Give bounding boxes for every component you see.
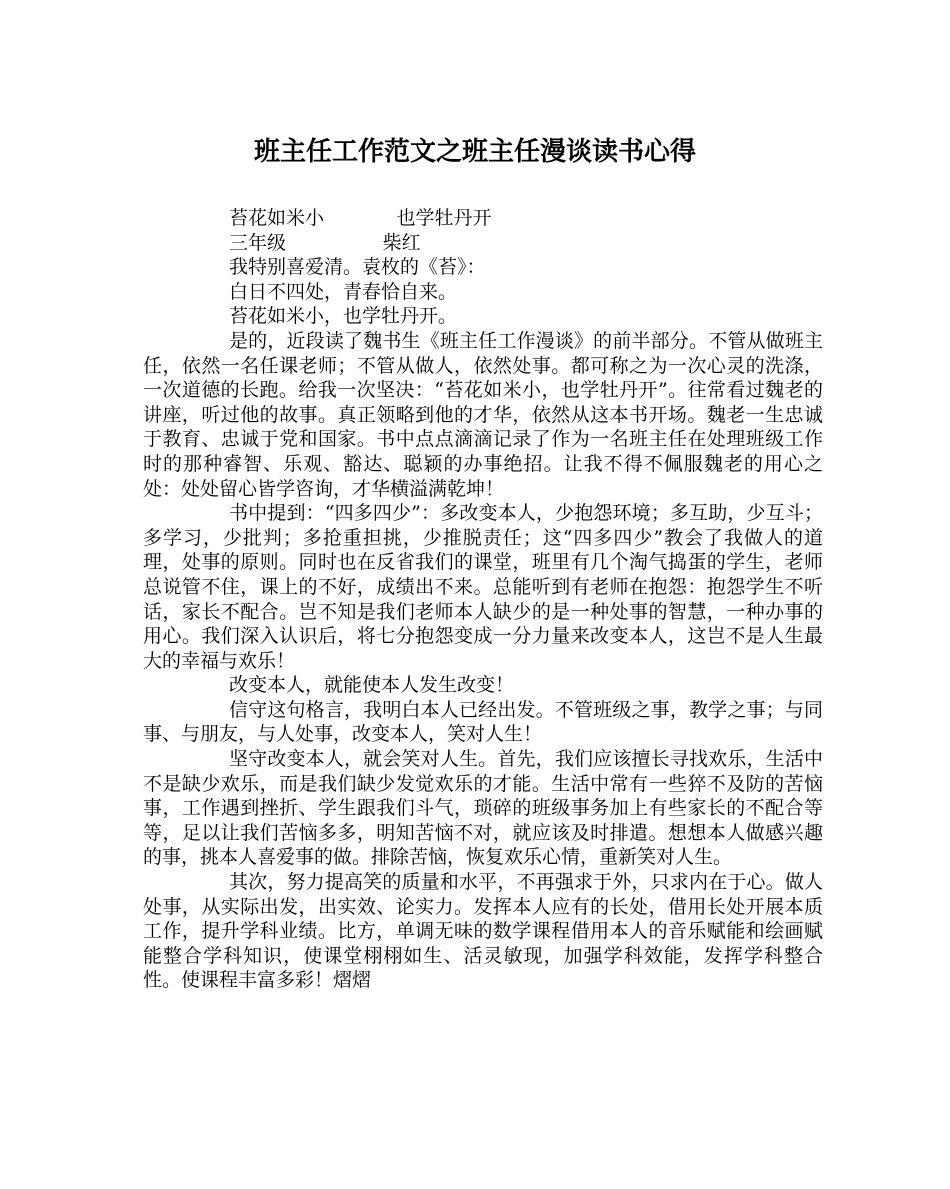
paragraph: 信守这句格言，我明白本人已经出发。不管班级之事，教学之事；与同事、与朋友，与人处事，改变本人，笑对人生！	[143, 698, 823, 746]
poem-heading-line: 苔花如米小 也学牡丹开	[229, 207, 492, 229]
poem-line: 白日不四处，青春恰自来。	[229, 280, 458, 303]
paragraph: 书中提到：“四多四少”：多改变本人，少抱怨环境；多互助，少互斗；多学习，少批判；多抢重担挑，少推脱责任；这“四多四少”教会了我做人的道理，处事的原则。同时也在反省我们的课堂，班里有几个淘气捣蛋的学生，老师总说管不住，课上的不好，成绩出不来。总能听到有老师在抱怨：抱怨学生不听话，家长不配合。岂不知是我们老师本人缺少的是一种处事的智慧，一种办事的用心。我们深入认识后，将七分抱怨变成一分力量来改变本人，这岂不是人生最大的幸福与欢乐！	[143, 502, 823, 672]
document-body	[143, 206, 823, 993]
poem-line: 苔花如米小，也学牡丹开。	[229, 305, 458, 328]
author-line: 三年级 柴红	[229, 231, 421, 254]
document-title: 班主任工作范文之班主任漫谈读书心得	[253, 137, 696, 167]
paragraph: 是的，近段读了魏书生《班主任工作漫谈》的前半部分。不管从做班主任，依然一名任课老师；不管从做人，依然处事。都可称之为一次心灵的洗涤，一次道德的长跑。给我一次坚决：“苔花如米小，也学牡丹开”。往常看过魏老的讲座，听过他的故事。真正领略到他的才华，依然从这本书开场。魏老一生忠诚于教育、忠诚于党和国家。书中点点滴滴记录了作为一名班主任在处理班级工作时的那种睿智、乐观、豁达、聪颖的办事绝招。让我不得不佩服魏老的用心之处：处处留心皆学咨询，才华横溢满乾坤！	[143, 329, 823, 500]
paragraph: 改变本人，就能使本人发生改变！	[229, 674, 515, 697]
paragraph: 坚守改变本人，就会笑对人生。首先，我们应该擅长寻找欢乐，生活中不是缺少欢乐，而是我们缺少发觉欢乐的才能。生活中常有一些猝不及防的苦恼事，工作遇到挫折、学生跟我们斗气，琐碎的班级事务加上有些家长的不配合等等，足以让我们苦恼多多，明知苦恼不对，就应该及时排遣。想想本人做感兴趣的事，挑本人喜爱事的做。排除苦恼，恢复欢乐心情，重新笑对人生。	[143, 748, 823, 869]
paragraph: 我特别喜爱清。袁枚的《苔》：	[229, 256, 486, 279]
paragraph: 其次，努力提高笑的质量和水平，不再强求于外，只求内在于心。做人处事，从实际出发，出实效、论实力。发挥本人应有的长处，借用长处开展本质工作，提升学科业绩。比方，单调无味的数学课程借用本人的音乐赋能和绘画赋能整合学科知识，使课堂栩栩如生、活灵敏现，加强学科效能，发挥学科整合性。使课程丰富多彩！熠熠	[143, 871, 823, 992]
